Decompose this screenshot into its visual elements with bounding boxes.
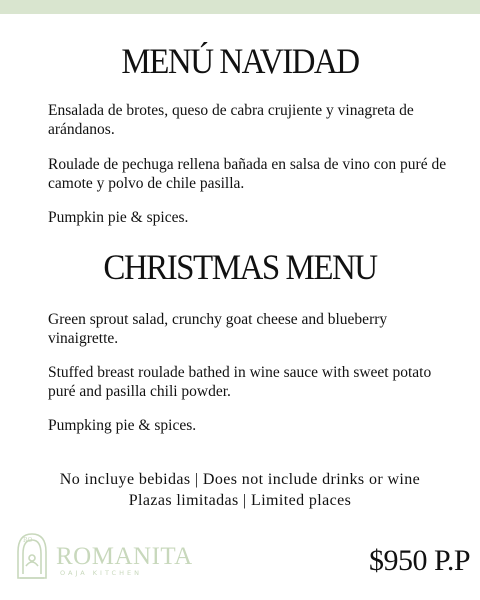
title-christmas-menu: CHRISTMAS MENU	[103, 248, 377, 288]
menu-es-item-2: Roulade de pechuga rellena bañada en salsa de vino con puré de camote y polvo de chile pasilla.	[48, 156, 447, 192]
title-menu-navidad: MENÚ NAVIDAD	[121, 42, 359, 82]
logo-name: ROMANITA	[56, 543, 193, 570]
menu-es-item-3: Pumpkin pie & spices.	[48, 209, 189, 226]
price-per-person: $950 P.P	[368, 544, 470, 577]
menu-es-item-1: Ensalada de brotes, queso de cabra crujiente y vinagreta de arándanos.	[48, 102, 414, 138]
logo-tagline: OAJA KITCHEN	[60, 569, 142, 577]
menu-en-item-2: Stuffed breast roulade bathed in wine sauce with sweet potato puré and pasilla chili powder.	[48, 364, 432, 400]
top-accent-bar	[0, 0, 480, 14]
romanita-logo	[10, 530, 200, 586]
menu-en-item-1: Green sprout salad, crunchy goat cheese and blueberry vinaigrette.	[48, 311, 388, 347]
menu-en-item-3: Pumpking pie & spices.	[48, 417, 197, 434]
logo-monogram: RO	[23, 537, 33, 544]
no-drinks-note: No incluye bebidas | Does not include drinks or wine	[59, 471, 421, 488]
limited-places-note: Plazas limitadas | Limited places	[128, 492, 352, 509]
romanita-logo-mark	[10, 530, 200, 586]
